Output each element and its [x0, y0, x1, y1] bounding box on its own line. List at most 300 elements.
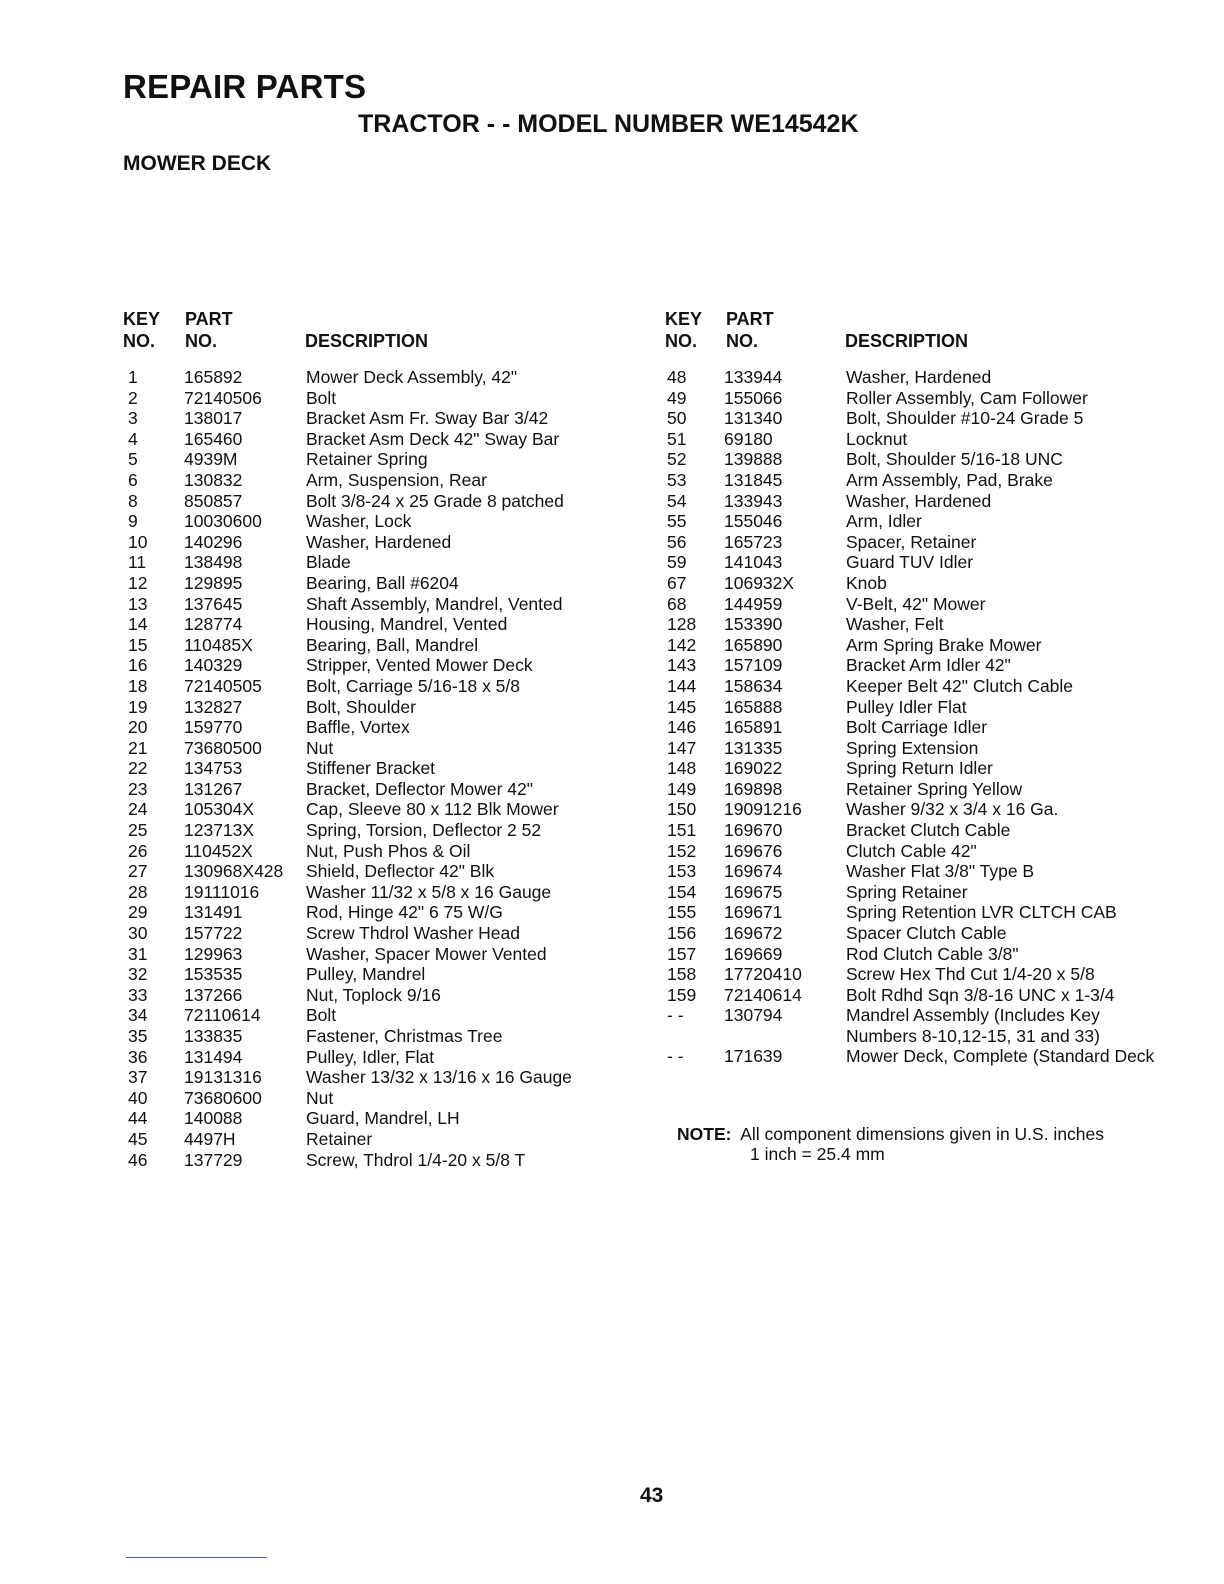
key-number: 5	[128, 449, 138, 470]
parts-table-row	[667, 470, 1167, 491]
part-description: Arm, Idler	[846, 511, 922, 532]
part-number: 19131316	[184, 1067, 262, 1088]
part-number: 169022	[724, 758, 783, 779]
parts-table-row	[128, 676, 608, 697]
part-description: Arm Assembly, Pad, Brake	[846, 469, 1053, 490]
key-number: 1	[128, 367, 138, 387]
key-number: 51	[667, 428, 687, 449]
parts-table-row	[667, 841, 1167, 862]
key-number: 19	[128, 696, 148, 717]
left-description-header: DESCRIPTION	[305, 331, 429, 351]
part-number: 169670	[724, 820, 783, 841]
key-number: 28	[128, 881, 148, 902]
parts-table-row	[128, 964, 608, 985]
parts-table-row	[128, 408, 608, 429]
part-description: Nut, Toplock 9/16	[306, 984, 441, 1005]
part-number: 133835	[184, 1026, 243, 1046]
part-number: 69180	[724, 428, 773, 449]
key-number: 29	[128, 902, 148, 923]
parts-table-row	[667, 532, 1167, 553]
parts-table-row	[667, 594, 1167, 615]
part-description: Spacer Clutch Cable	[846, 923, 1007, 944]
key-number: 146	[667, 717, 697, 738]
parts-table-row	[667, 1046, 1167, 1067]
note-line-2: 1 inch = 25.4 mm	[750, 1144, 885, 1164]
key-number: 48	[667, 367, 687, 387]
parts-table-row	[128, 594, 608, 615]
part-number: 130832	[184, 469, 243, 490]
parts-table-row	[128, 1088, 608, 1109]
key-header-bottom: NO.	[665, 331, 698, 351]
parts-table-row	[128, 614, 608, 635]
part-description: Bolt	[306, 1005, 337, 1026]
key-number: 157	[667, 943, 697, 964]
part-number: 4497H	[184, 1128, 236, 1149]
parts-table-row	[128, 573, 608, 594]
key-number: 40	[128, 1087, 148, 1108]
part-description: Screw Hex Thd Cut 1/4-20 x 5/8	[846, 964, 1095, 985]
key-number: 54	[667, 490, 687, 511]
parts-table-row	[667, 655, 1167, 676]
part-number: 129895	[184, 572, 243, 593]
part-number: 133944	[724, 367, 783, 387]
parts-table-row	[667, 985, 1167, 1006]
footer-rule	[126, 1557, 267, 1558]
part-description: Bolt Carriage Idler	[846, 717, 988, 738]
key-number: - -	[667, 1005, 684, 1026]
parts-table-row	[128, 1150, 608, 1171]
parts-table-row	[667, 738, 1167, 759]
parts-table-row	[128, 470, 608, 491]
part-number: 169672	[724, 923, 783, 944]
parts-table-row	[128, 429, 608, 450]
part-description: Spring Extension	[846, 737, 979, 758]
key-number: 32	[128, 964, 148, 985]
part-number: 106932X	[724, 572, 795, 593]
parts-table-row	[667, 676, 1167, 697]
key-number: 6	[128, 469, 138, 490]
parts-table-row	[667, 697, 1167, 718]
key-number: 49	[667, 387, 687, 408]
right-key-header	[665, 308, 702, 352]
part-description: Screw, Thdrol 1/4-20 x 5/8 T	[306, 1149, 526, 1170]
key-number: 149	[667, 778, 697, 799]
part-number: 130968X428	[184, 861, 284, 882]
part-number: 165890	[724, 634, 783, 655]
parts-table-row	[667, 820, 1167, 841]
part-description: Mandrel Assembly (Includes Key Numbers 8-10,12-15, 31 and 33)	[846, 1005, 1100, 1046]
part-description: Housing, Mandrel, Vented	[306, 614, 508, 635]
left-key-header	[123, 308, 160, 352]
part-number: 132827	[184, 696, 243, 717]
key-number: 152	[667, 840, 697, 861]
part-number: 110452X	[184, 840, 253, 861]
part-number: 73680600	[184, 1087, 262, 1108]
parts-table-row	[128, 861, 608, 882]
part-description: Nut	[306, 737, 334, 758]
part-number: 153535	[184, 964, 243, 985]
part-description: Retainer Spring Yellow	[846, 778, 1023, 799]
parts-table-row	[128, 1067, 608, 1088]
parts-table-row	[667, 779, 1167, 800]
page-title: REPAIR PARTS	[123, 68, 367, 105]
key-number: 22	[128, 758, 148, 779]
part-description: Arm, Suspension, Rear	[306, 469, 487, 490]
parts-table-row	[667, 408, 1167, 429]
key-header-bottom: NO.	[123, 331, 156, 351]
key-number: 67	[667, 572, 687, 593]
part-number: 137729	[184, 1149, 243, 1170]
part-description: Rod, Hinge 42" 6 75 W/G	[306, 902, 503, 923]
parts-table-row	[667, 882, 1167, 903]
parts-table-row	[128, 367, 608, 388]
key-number: 27	[128, 861, 148, 882]
part-number: 140088	[184, 1108, 243, 1129]
part-description: Bracket Clutch Cable	[846, 820, 1011, 841]
part-description: Bolt, Shoulder 5/16-18 UNC	[846, 449, 1063, 470]
parts-table-row	[128, 388, 608, 409]
parts-table-row	[128, 902, 608, 923]
part-description: Pulley, Mandrel	[306, 964, 426, 985]
parts-table-row	[128, 1026, 608, 1047]
part-number: 72140505	[184, 675, 262, 696]
part-description: Spring Return Idler	[846, 758, 993, 779]
parts-table-row	[128, 738, 608, 759]
part-description: Spacer, Retainer	[846, 531, 977, 552]
part-description: Bolt Rdhd Sqn 3/8-16 UNC x 1-3/4	[846, 984, 1115, 1005]
part-description: Stripper, Vented Mower Deck	[306, 655, 533, 676]
key-number: 2	[128, 387, 138, 408]
key-number: 35	[128, 1026, 148, 1046]
part-description: Spring Retention LVR CLTCH CAB	[846, 902, 1117, 923]
part-number: 165723	[724, 531, 783, 552]
part-header-top: PART	[726, 309, 774, 329]
part-description: Washer 11/32 x 5/8 x 16 Gauge	[306, 881, 552, 902]
key-number: 151	[667, 820, 697, 841]
part-number: 169674	[724, 861, 783, 882]
part-number: 10030600	[184, 511, 262, 532]
parts-table-row	[667, 449, 1167, 470]
part-header-bottom: NO.	[726, 331, 759, 351]
part-description: Spring Retainer	[846, 881, 968, 902]
part-description: Mower Deck, Complete (Standard Deck	[846, 1046, 1155, 1067]
part-number: 128774	[184, 614, 243, 635]
part-number: 105304X	[184, 799, 255, 820]
part-description: Screw Thdrol Washer Head	[306, 923, 520, 944]
parts-table-row	[128, 758, 608, 779]
key-number: 59	[667, 552, 687, 573]
key-number: 153	[667, 861, 697, 882]
part-header-bottom: NO.	[185, 331, 218, 351]
part-description: Bolt, Shoulder #10-24 Grade 5	[846, 408, 1084, 429]
page-number: 43	[640, 1484, 664, 1507]
key-number: 14	[128, 614, 148, 635]
key-number: 24	[128, 799, 148, 820]
part-number: 850857	[184, 490, 243, 511]
note-label: NOTE:	[677, 1124, 732, 1144]
parts-table-row	[128, 552, 608, 573]
part-number: 137645	[184, 593, 243, 614]
parts-table-row	[128, 655, 608, 676]
part-description: Baffle, Vortex	[306, 717, 410, 738]
key-number: 56	[667, 531, 687, 552]
right-part-header	[726, 308, 774, 352]
parts-table-row	[128, 532, 608, 553]
key-number: 53	[667, 469, 687, 490]
section-title: MOWER DECK	[123, 152, 272, 175]
parts-table-row	[667, 511, 1167, 532]
part-number: 140329	[184, 655, 243, 676]
parts-table-row	[667, 923, 1167, 944]
parts-table-row	[128, 717, 608, 738]
parts-table-row	[128, 511, 608, 532]
parts-table-row	[667, 573, 1167, 594]
part-number: 17720410	[724, 964, 802, 985]
part-number: 140296	[184, 531, 243, 552]
part-description: Washer, Spacer Mower Vented	[306, 943, 547, 964]
part-number: 169669	[724, 943, 783, 964]
part-description: Bearing, Ball #6204	[306, 572, 459, 593]
parts-table-row	[128, 944, 608, 965]
part-description: Bolt	[306, 387, 337, 408]
part-description: Retainer	[306, 1128, 373, 1149]
key-number: 30	[128, 923, 148, 944]
key-number: 8	[128, 490, 138, 511]
parts-table-row	[128, 1047, 608, 1068]
key-number: 46	[128, 1149, 148, 1170]
key-number: 154	[667, 881, 697, 902]
part-number: 153390	[724, 614, 783, 635]
key-header-top: KEY	[123, 309, 161, 329]
key-number: 18	[128, 675, 148, 696]
parts-table-row	[128, 1108, 608, 1129]
key-number: 150	[667, 799, 697, 820]
part-description: Washer 9/32 x 3/4 x 16 Ga.	[846, 799, 1059, 820]
parts-table-row	[128, 841, 608, 862]
part-description: Mower Deck Assembly, 42"	[306, 367, 518, 387]
key-number: 148	[667, 758, 697, 779]
left-parts-table	[128, 367, 608, 1170]
part-number: 155066	[724, 387, 783, 408]
part-number: 131491	[184, 902, 243, 923]
part-description: Bolt 3/8-24 x 25 Grade 8 patched	[306, 490, 564, 511]
key-number: 3	[128, 408, 138, 429]
key-number: 158	[667, 964, 697, 985]
key-number: 12	[128, 572, 148, 593]
part-description: Nut, Push Phos & Oil	[306, 840, 471, 861]
key-number: - -	[667, 1046, 684, 1067]
part-number: 165891	[724, 717, 783, 738]
part-description: Washer Flat 3/8" Type B	[846, 861, 1035, 882]
parts-table-row	[667, 491, 1167, 512]
part-description: Arm Spring Brake Mower	[846, 634, 1042, 655]
parts-table-row	[667, 944, 1167, 965]
part-description: Clutch Cable 42"	[846, 840, 977, 861]
key-number: 52	[667, 449, 687, 470]
key-number: 25	[128, 820, 148, 841]
key-number: 68	[667, 593, 687, 614]
parts-table-row	[128, 779, 608, 800]
part-header-top: PART	[185, 309, 233, 329]
part-description: Guard, Mandrel, LH	[306, 1108, 460, 1129]
key-number: 128	[667, 614, 697, 635]
dimension-note	[677, 1124, 1105, 1164]
part-description: Bearing, Ball, Mandrel	[306, 634, 479, 655]
part-description: Locknut	[846, 428, 908, 449]
key-number: 26	[128, 840, 148, 861]
key-number: 9	[128, 511, 138, 532]
key-number: 31	[128, 943, 148, 964]
part-description: Bracket Asm Fr. Sway Bar 3/42	[306, 408, 549, 429]
part-description: Blade	[306, 552, 351, 573]
part-description: Retainer Spring	[306, 449, 428, 470]
part-description: Stiffener Bracket	[306, 758, 436, 779]
key-number: 144	[667, 675, 697, 696]
parts-table-row	[667, 367, 1167, 388]
key-number: 4	[128, 428, 138, 449]
key-number: 33	[128, 984, 148, 1005]
key-number: 155	[667, 902, 697, 923]
part-description: Washer, Hardened	[846, 490, 992, 511]
parts-table-row	[667, 635, 1167, 656]
key-number: 142	[667, 634, 697, 655]
part-number: 139888	[724, 449, 783, 470]
part-description: Washer, Lock	[306, 511, 412, 532]
part-number: 138498	[184, 552, 243, 573]
part-number: 131845	[724, 469, 783, 490]
parts-table-row	[128, 491, 608, 512]
key-number: 55	[667, 511, 687, 532]
key-number: 15	[128, 634, 148, 655]
part-number: 169898	[724, 778, 783, 799]
parts-table-row	[128, 697, 608, 718]
part-number: 158634	[724, 675, 783, 696]
part-description: Guard TUV Idler	[846, 552, 974, 573]
key-number: 50	[667, 408, 687, 429]
part-description: Cap, Sleeve 80 x 112 Blk Mower	[306, 799, 559, 820]
part-number: 130794	[724, 1005, 783, 1026]
part-description: Bracket Asm Deck 42" Sway Bar	[306, 428, 560, 449]
part-number: 123713X	[184, 820, 255, 841]
part-number: 4939M	[184, 449, 238, 470]
parts-table-row	[128, 1005, 608, 1026]
key-number: 11	[128, 552, 147, 573]
part-description: Roller Assembly, Cam Follower	[846, 387, 1088, 408]
parts-table-row	[667, 614, 1167, 635]
part-description: Washer, Hardened	[306, 531, 452, 552]
note-line-1: All component dimensions given in U.S. inches	[740, 1124, 1105, 1144]
part-number: 72140506	[184, 387, 262, 408]
key-number: 147	[667, 737, 697, 758]
key-number: 16	[128, 655, 148, 676]
parts-table-row	[667, 1005, 1167, 1046]
part-number: 159770	[184, 717, 243, 738]
key-number: 37	[128, 1067, 148, 1088]
parts-table-row	[667, 552, 1167, 573]
key-number: 145	[667, 696, 697, 717]
part-description: Shaft Assembly, Mandrel, Vented	[306, 593, 563, 614]
part-number: 72110614	[184, 1005, 261, 1026]
part-number: 165888	[724, 696, 783, 717]
part-number: 169671	[724, 902, 783, 923]
parts-table-row	[667, 758, 1167, 779]
part-number: 131335	[724, 737, 783, 758]
key-number: 44	[128, 1108, 148, 1129]
part-description: Washer, Felt	[846, 614, 944, 635]
part-number: 110485X	[184, 634, 253, 655]
part-description: Washer, Hardened	[846, 367, 992, 387]
part-description: Knob	[846, 572, 887, 593]
part-description: V-Belt, 42" Mower	[846, 593, 986, 614]
part-number: 134753	[184, 758, 243, 779]
part-description: Pulley Idler Flat	[846, 696, 967, 717]
part-number: 144959	[724, 593, 783, 614]
parts-table-row	[128, 635, 608, 656]
key-number: 21	[128, 737, 148, 758]
part-number: 157109	[724, 655, 783, 676]
key-number: 10	[128, 531, 148, 552]
parts-table-row	[128, 882, 608, 903]
part-number: 19091216	[724, 799, 802, 820]
part-number: 137266	[184, 984, 243, 1005]
parts-table-row	[667, 388, 1167, 409]
part-number: 72140614	[724, 984, 802, 1005]
part-description: Keeper Belt 42" Clutch Cable	[846, 675, 1074, 696]
part-description: Washer 13/32 x 13/16 x 16 Gauge	[306, 1067, 572, 1088]
parts-table-row	[128, 985, 608, 1006]
part-number: 131494	[184, 1046, 243, 1067]
key-number: 23	[128, 778, 148, 799]
part-description: Nut	[306, 1087, 334, 1108]
model-subtitle: TRACTOR - - MODEL NUMBER WE14542K	[358, 110, 859, 138]
parts-table-row	[128, 923, 608, 944]
part-description: Bolt, Carriage 5/16-18 x 5/8	[306, 675, 521, 696]
parts-table-row	[667, 799, 1167, 820]
part-number: 157722	[184, 923, 243, 944]
key-number: 143	[667, 655, 697, 676]
part-description: Rod Clutch Cable 3/8"	[846, 943, 1019, 964]
key-number: 13	[128, 593, 148, 614]
key-number: 36	[128, 1046, 148, 1067]
parts-table-row	[667, 964, 1167, 985]
parts-table-row	[128, 449, 608, 470]
part-number: 169675	[724, 881, 783, 902]
part-description: Shield, Deflector 42" Blk	[306, 861, 495, 882]
part-number: 138017	[184, 408, 243, 429]
parts-table-row	[667, 902, 1167, 923]
right-description-header: DESCRIPTION	[845, 331, 969, 351]
key-header-top: KEY	[665, 309, 703, 329]
part-description: Spring, Torsion, Deflector 2 52	[306, 820, 542, 841]
part-description: Bolt, Shoulder	[306, 696, 416, 717]
part-description: Fastener, Christmas Tree	[306, 1026, 503, 1046]
parts-table-row	[128, 799, 608, 820]
part-number: 165892	[184, 367, 243, 387]
part-number: 131267	[184, 778, 243, 799]
key-number: 159	[667, 984, 697, 1005]
parts-table-row	[128, 1129, 608, 1150]
part-number: 169676	[724, 840, 783, 861]
part-number: 171639	[724, 1046, 783, 1067]
part-number: 131340	[724, 408, 783, 429]
part-number: 155046	[724, 511, 783, 532]
key-number: 45	[128, 1128, 148, 1149]
part-number: 129963	[184, 943, 243, 964]
right-parts-table	[667, 367, 1167, 1067]
part-description: Bracket Arm Idler 42"	[846, 655, 1011, 676]
parts-table-row	[128, 820, 608, 841]
part-number: 165460	[184, 428, 243, 449]
